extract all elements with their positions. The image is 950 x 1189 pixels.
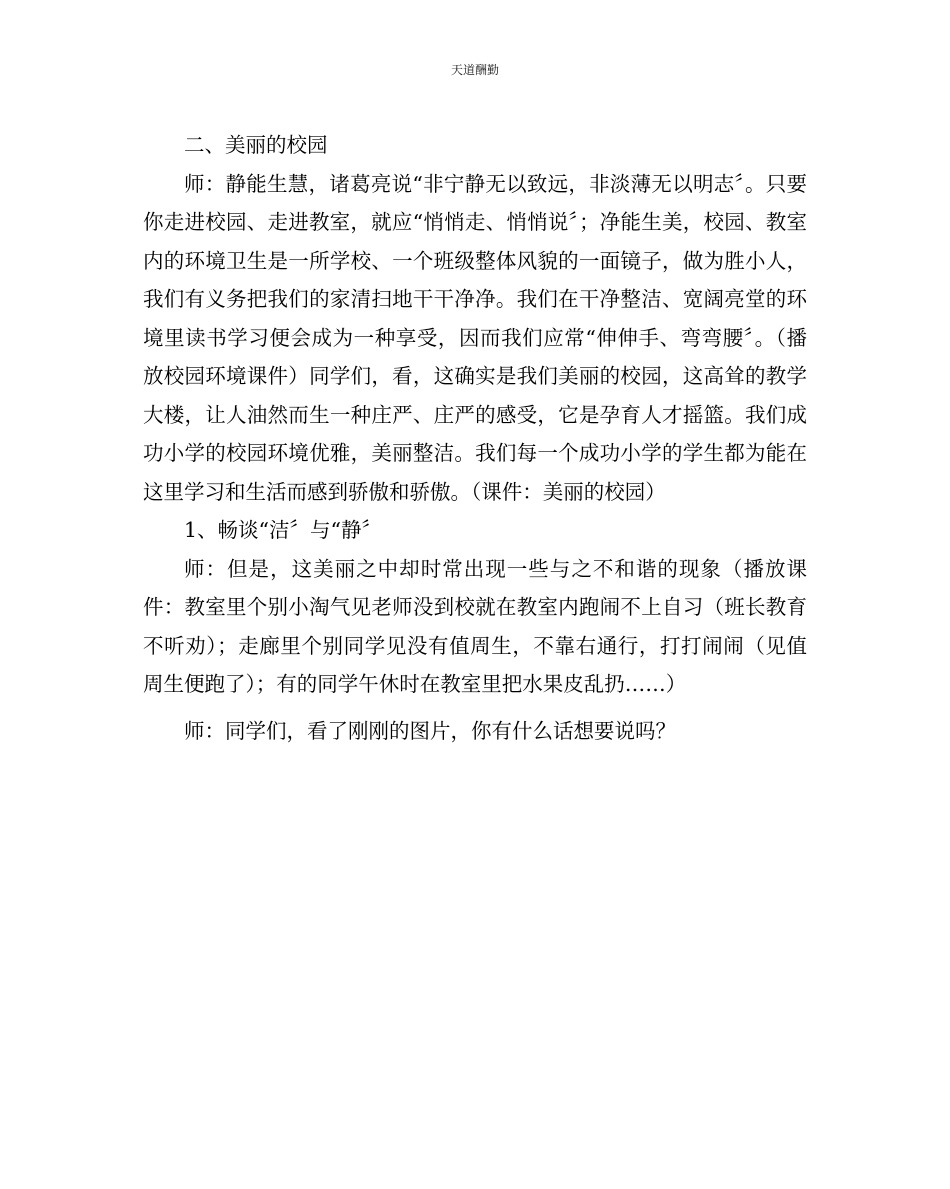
page-header: 天道酬勤	[450, 63, 499, 77]
document-body	[143, 126, 807, 750]
paragraph-teacher-intro: 师：静能生慧，诸葛亮说“非宁静无以致远，非淡薄无以明志〞。只要你走进校园、走进教室，就应“悄悄走、悄悄说〞；净能生美，校园、教室内的环境卫生是一所学校、一个班级整体风貌的一面镜子，做为胜小人，我们有义务把我们的家清扫地干干净净。我们在干净整洁、宽阔亮堂的环境里读书学习便会成为一种享受，因而我们应常“伸伸手、弯弯腰〞。（播放校园环境课件）同学们，看，这确实是我们美丽的校园，这高耸的教学大楼，让人油然而生一种庄严、庄严的感受，它是孕育人才摇篮。我们成功小学的校园环境优雅，美丽整洁。我们每一个成功小学的学生都为能在这里学习和生活而感到骄傲和骄傲。（课件：美丽的校园）	[143, 171, 807, 504]
paragraph-teacher-question: 师：同学们，看了刚刚的图片，你有什么话想要说吗？	[184, 718, 676, 743]
section-heading: 二、美丽的校园	[184, 133, 328, 157]
paragraph-teacher-phenomena: 师：但是，这美丽之中却时常出现一些与之不和谐的现象（播放课件：教室里个别小淘气见老师没到校就在教室内跑闹不上自习（班长教育不听劝）；走廊里个别同学见没有值周生，不靠右通行，打打闹闹（见值周生便跑了）；有的同学午休时在教室里把水果皮乱扔……）	[143, 556, 807, 696]
subsection-heading: 1、畅谈“洁〞与“静〞	[184, 518, 383, 542]
